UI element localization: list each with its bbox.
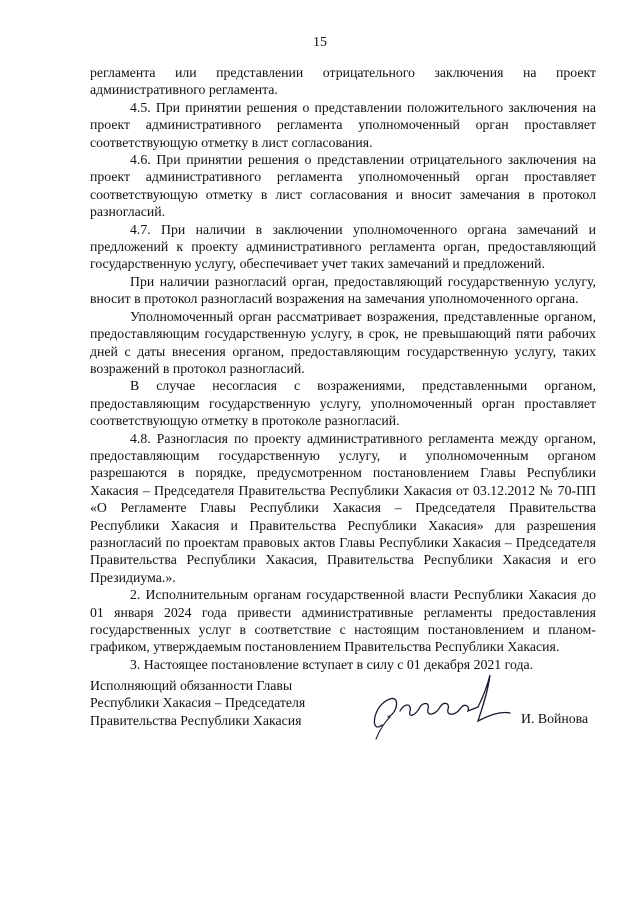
paragraph: 4.8. Разногласия по проекту административного регламента между органом, предоставляющим государственную услугу, и уполномоченным органом разрешаются в порядке, предусмотренном постановлением Главы Республики Хакасия – Председателя Правительства Республики Хакасия от 03.12.2012 № 70-ПП «О Регламенте Главы Республики Хакасия – Председателя Правительства Республики Хакасия и Правительства Республики Хакасия» для разрешения разногласий по проектам правовых актов Главы Республики Хакасия – Председателя Правительства Республики Хакасия, Правительства Республики Хакасия и его Президиума.».	[90, 430, 596, 585]
signatory-title-line: Исполняющий обязанности Главы	[90, 678, 293, 693]
paragraph: 4.5. При принятии решения о представлении положительного заключения на проект административного регламента уполномоченный орган проставляет соответствующую отметку в лист согласования.	[90, 99, 596, 150]
paragraph: 4.7. При наличии в заключении уполномоченного органа замечаний и предложений к проекту административного регламента орган, предоставляющий государственную услугу, обеспечивает учет таких замечаний и предложений.	[90, 221, 596, 272]
paragraph: При наличии разногласий орган, предоставляющий государственную услугу, вносит в протокол разногласий возражения на замечания уполномоченного органа.	[90, 273, 596, 307]
page-number: 15	[313, 35, 327, 50]
paragraph: В случае несогласия с возражениями, представленными органом, предоставляющим государственную услугу, уполномоченный орган проставляет соответствующую отметку в протоколе разногласий.	[90, 378, 596, 429]
paragraph: регламента или представлении отрицательного заключения на проект административного регламента.	[90, 65, 596, 98]
signatory-title-line: Республики Хакасия – Председателя	[90, 695, 306, 711]
paragraph: 4.6. При принятии решения о представлении отрицательного заключения на проект административного регламента уполномоченный орган проставляет соответствующую отметку в лист согласования и вносит замечания в протокол разногласий.	[90, 152, 596, 220]
paragraph: 3. Настоящее постановление вступает в силу с 01 декабря 2021 года.	[130, 656, 534, 672]
document-body	[90, 64, 596, 673]
paragraph: Уполномоченный орган рассматривает возражения, представленные органом, предоставляющим государственную услугу, в срок, не превышающий пяти рабочих дней с даты внесения органом, предоставляющим государственную услугу, таких возражений в протокол разногласий.	[90, 308, 596, 376]
signatory-title-line: Правительства Республики Хакасия	[90, 712, 302, 728]
handwritten-signature	[360, 665, 530, 745]
signatory-name: И. Войнова	[521, 711, 589, 726]
signatory-title	[90, 677, 350, 729]
paragraph: 2. Исполнительным органам государственной власти Республики Хакасия до 01 января 2024 года привести административные регламенты предоставления государственных услуг в соответствие с настоящим постановлением и планом-графиком, утверждаемым постановлением Правительства Республики Хакасия.	[90, 587, 596, 655]
